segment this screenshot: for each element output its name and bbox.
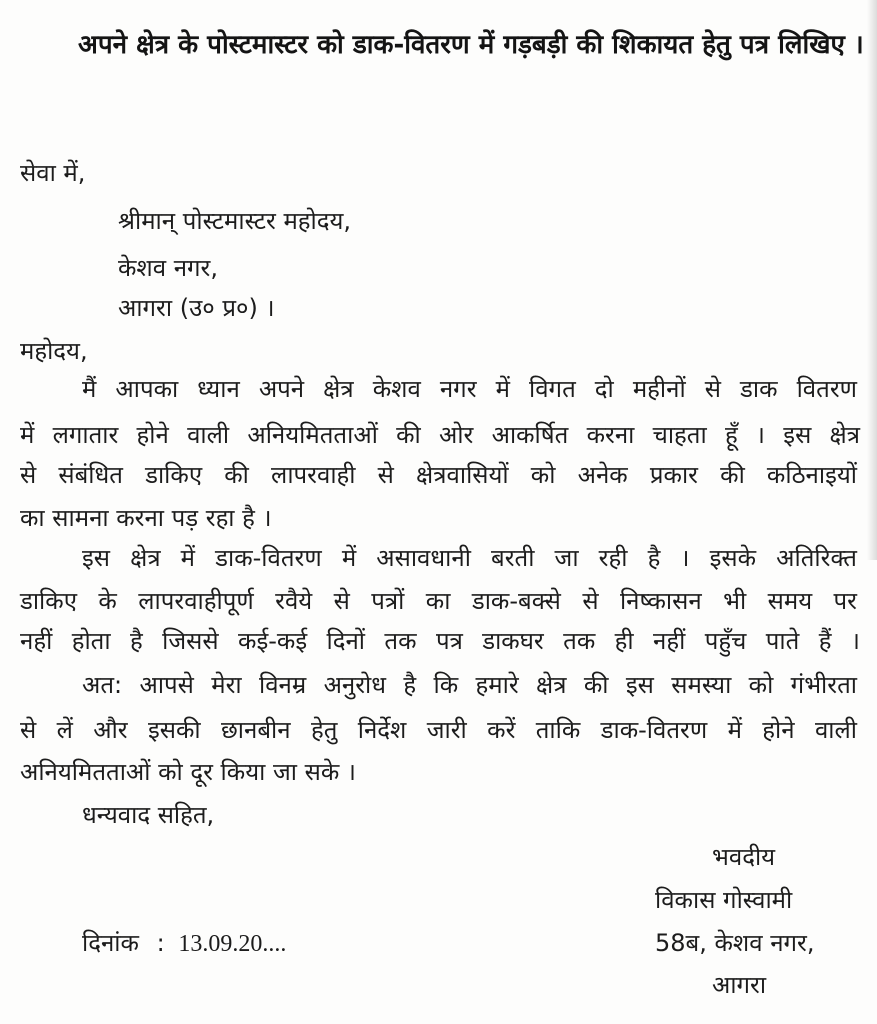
signoff: भवदीय [712, 843, 776, 871]
date-separator: : [156, 929, 165, 957]
greeting: महोदय, [20, 337, 88, 365]
paragraph-2-line-1: इस क्षेत्र में डाक-वितरण में असावधानी बरती जा रही है । इसके अतिरिक्त [82, 544, 857, 572]
paragraph-3-line-2: से लें और इसकी छानबीन हेतु निर्देश जारी करें ताकि डाक-वितरण में होने वाली [20, 716, 857, 744]
paragraph-3-line-3: अनियमितताओं को दूर किया जा सके । [20, 758, 357, 786]
date-value: 13.09.20.... [178, 931, 287, 957]
sender-name: विकास गोस्वामी [655, 886, 793, 914]
page-edge-shadow [867, 0, 877, 560]
letter-title: अपने क्षेत्र के पोस्टमास्टर को डाक-वितरण में गड़बड़ी की शिकायत हेतु पत्र लिखिए । [78, 30, 864, 60]
paragraph-1-line-4: का सामना करना पड़ रहा है । [20, 504, 272, 532]
paragraph-3-line-1: अत: आपसे मेरा विनम्र अनुरोध है कि हमारे क्षेत्र की इस समस्या को गंभीरता [82, 671, 857, 699]
date-label: दिनांक [82, 929, 139, 957]
address-line-3: आगरा (उ० प्र०) । [118, 294, 275, 322]
paragraph-1-line-3: से संबंधित डाकिए की लापरवाही से क्षेत्रवासियों को अनेक प्रकार की कठिनाइयों [20, 461, 857, 489]
closing: धन्यवाद सहित, [82, 801, 215, 829]
sender-address: 58ब, केशव नगर, [655, 929, 815, 957]
paragraph-1-line-2: में लगातार होने वाली अनियमितताओं की ओर आकर्षित करना चाहता हूँ । इस क्षेत्र [20, 421, 860, 449]
date-line [82, 928, 286, 959]
salutation-to: सेवा में, [20, 159, 86, 187]
paragraph-2-line-2: डाकिए के लापरवाहीपूर्ण रवैये से पत्रों का डाक-बक्से से निष्कासन भी समय पर [20, 587, 857, 615]
address-line-2: केशव नगर, [118, 254, 219, 282]
paragraph-1-line-1: मैं आपका ध्यान अपने क्षेत्र केशव नगर में विगत दो महीनों से डाक वितरण [82, 375, 857, 403]
paragraph-2-line-3: नहीं होता है जिससे कई-कई दिनों तक पत्र डाकघर तक ही नहीं पहुँच पाते हैं । [20, 627, 860, 655]
address-line-1: श्रीमान् पोस्टमास्टर महोदय, [118, 207, 352, 235]
sender-city: आगरा [712, 971, 767, 999]
